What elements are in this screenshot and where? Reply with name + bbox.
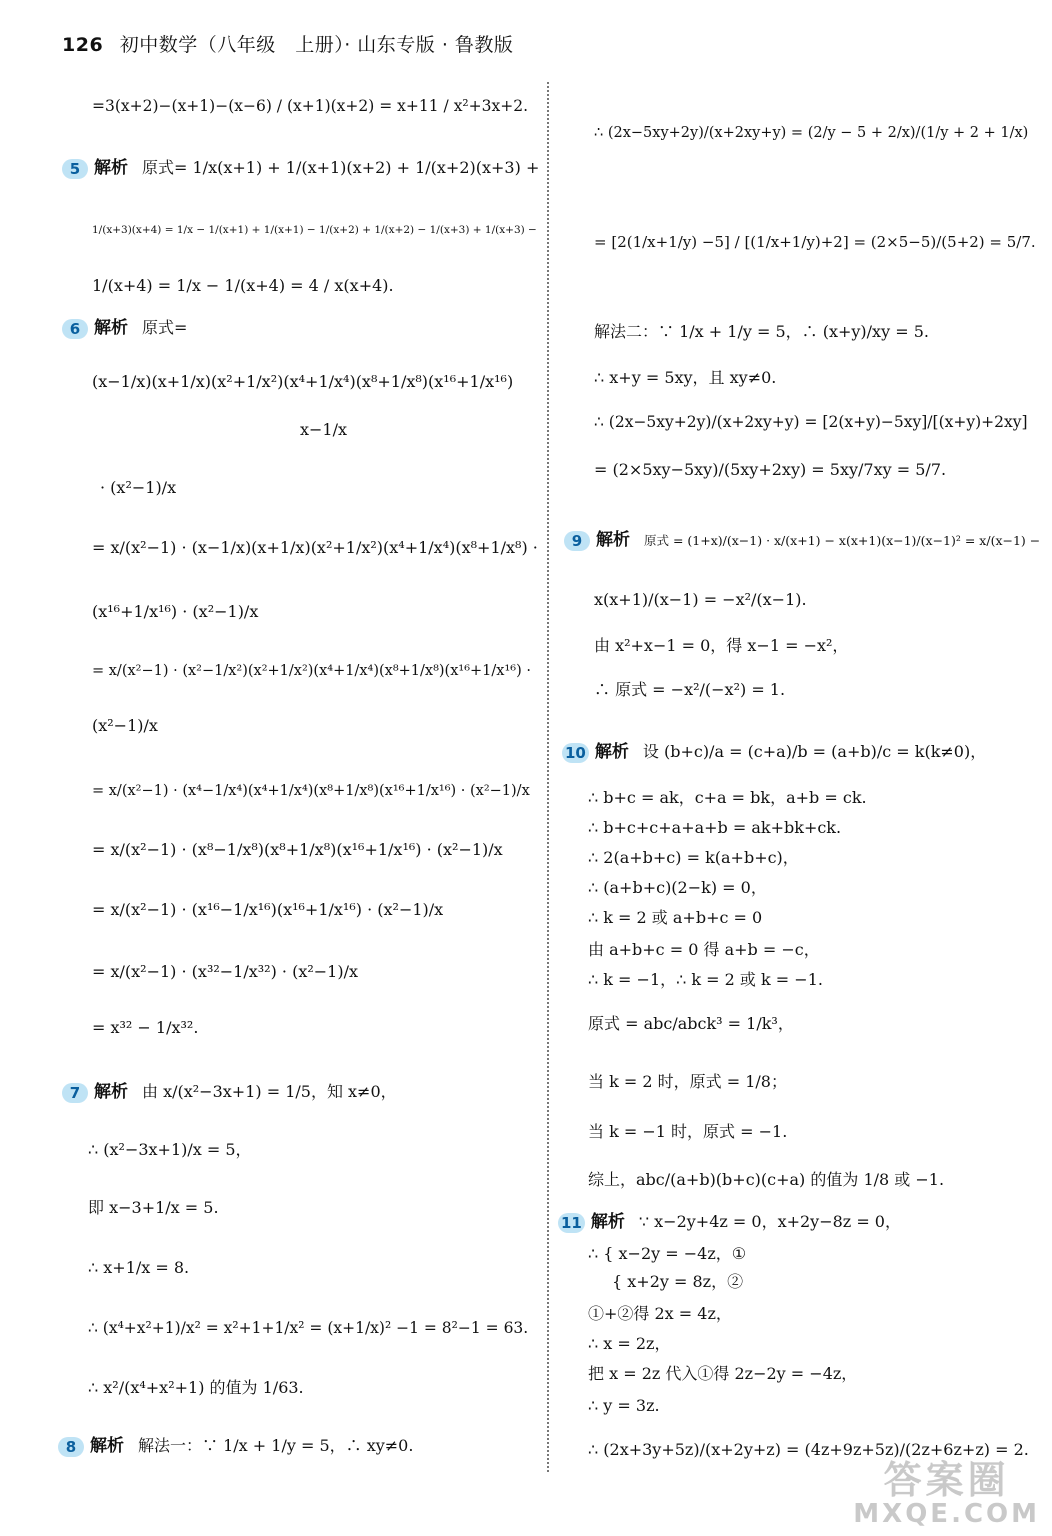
math-text: ∴ x²/(x⁴+x²+1) 的值为 1/63. (88, 1378, 304, 1397)
problem-number-badge: 5 (62, 159, 88, 179)
right-column-line (588, 1364, 857, 1383)
left-column-line (62, 318, 187, 339)
math-text: ∴ 原式 = −x²/(−x²) = 1. (594, 680, 786, 699)
problem-number-badge: 7 (62, 1083, 88, 1103)
math-text: ∴ b+c = ak，c+a = bk，a+b = ck. (588, 788, 867, 807)
analysis-label: 解析 (94, 1082, 128, 1102)
math-text: ∴ (a+b+c)(2−k) = 0， (588, 878, 767, 897)
right-column-line (588, 940, 820, 959)
math-text: ∵ x−2y+4z = 0，x+2y−8z = 0， (638, 1212, 901, 1231)
problem-number-badge: 10 (562, 743, 589, 763)
math-text: ∴ x+y = 5xy，且 xy≠0. (594, 368, 777, 387)
right-column-line (588, 1304, 732, 1323)
right-column-line (588, 878, 767, 897)
right-column-line (594, 460, 946, 479)
math-text: 原式 = abc/abck³ = 1/k³， (588, 1014, 794, 1033)
right-column-line (594, 412, 1028, 432)
left-column-line (58, 1436, 413, 1457)
math-text: ∴ (2x−5xy+2y)/(x+2xy+y) = (2/y − 5 + 2/x)/(1/y + 2 + 1/x) (594, 125, 1029, 141)
watermark-line2: MXQE.COM (853, 1498, 1040, 1529)
left-column-line (88, 1318, 528, 1338)
math-text: 1/(x+4) = 1/x − 1/(x+4) = 4 / x(x+4). (92, 276, 394, 295)
analysis-label: 解析 (594, 742, 629, 762)
left-column-line (62, 1082, 397, 1103)
left-column-line (92, 962, 358, 981)
watermark-line1: 答案圈 (883, 1457, 1010, 1502)
right-column-line (562, 742, 986, 763)
right-column-line (588, 1122, 787, 1141)
left-column-line (92, 96, 528, 116)
math-text: 设 (b+c)/a = (c+a)/b = (a+b)/c = k(k≠0)， (642, 742, 987, 761)
right-column-line (594, 680, 785, 699)
page-header (62, 30, 513, 57)
right-column-line (588, 970, 823, 989)
column-divider (547, 82, 549, 1472)
right-column-line (594, 232, 1036, 251)
math-text: 由 x²+x−1 = 0，得 x−1 = −x²， (594, 636, 849, 655)
math-text: ∴ (x⁴+x²+1)/x² = x²+1+1/x² = (x+1/x)² −1 = 8²−1 = 63. (88, 1319, 529, 1337)
math-text: ∴ x+1/x = 8. (88, 1258, 190, 1277)
right-column-line (594, 590, 807, 609)
right-column-line (588, 788, 867, 807)
math-text: 综上，abc/(a+b)(b+c)(c+a) 的值为 1/8 或 −1. (588, 1170, 945, 1189)
right-column-line (558, 1212, 901, 1233)
right-column-line (588, 1244, 746, 1263)
left-column-line (92, 716, 158, 735)
right-column-line (612, 1272, 743, 1291)
right-column-line (564, 530, 1040, 551)
problem-number-badge: 6 (62, 319, 88, 339)
math-text: 由 a+b+c = 0 得 a+b = −c， (588, 940, 820, 959)
math-text: x(x+1)/(x−1) = −x²/(x−1). (594, 590, 807, 609)
analysis-label: 解析 (94, 158, 128, 178)
math-text: 原式= (142, 318, 188, 337)
math-text: = x/(x²−1) · (x²−1/x²)(x²+1/x²)(x⁴+1/x⁴)(x⁸+1/x⁸)(x¹⁶+1/x¹⁶) · (92, 663, 531, 679)
problem-number-badge: 11 (558, 1213, 585, 1233)
right-column-line (588, 908, 762, 927)
math-text: 把 x = 2z 代入①得 2z−2y = −4z， (588, 1364, 858, 1383)
left-column-line (92, 900, 443, 919)
math-text: 原式= 1/x(x+1) + 1/(x+1)(x+2) + 1/(x+2)(x+3) + (142, 158, 540, 177)
math-text: 由 x/(x²−3x+1) = 1/5，知 x≠0， (142, 1082, 397, 1101)
math-text: 原式 = (1+x)/(x−1) · x/(x+1) − x(x+1)(x−1)/(x−1)² = x/(x−1) − (644, 533, 1041, 548)
math-text: ∴ b+c+c+a+a+b = ak+bk+ck. (588, 818, 842, 837)
left-column-line (88, 1258, 189, 1277)
left-column-line (92, 538, 538, 557)
right-column-line (588, 1440, 1029, 1459)
math-text: (x¹⁶+1/x¹⁶) · (x²−1)/x (92, 602, 259, 621)
math-text: =3(x+2)−(x+1)−(x−6) / (x+1)(x+2) = x+11 / x²+3x+2. (92, 97, 529, 115)
left-column-line (92, 372, 513, 391)
math-text: 解法二：∵ 1/x + 1/y = 5，∴ (x+y)/xy = 5. (594, 322, 929, 341)
math-text: ∴ x = 2z， (588, 1334, 671, 1353)
analysis-label: 解析 (90, 1436, 124, 1456)
left-column-line (88, 1378, 304, 1397)
right-column-line (594, 322, 929, 341)
watermark-logo (853, 1457, 1040, 1529)
left-column-line (92, 660, 531, 680)
math-text: = (2×5xy−5xy)/(5xy+2xy) = 5xy/7xy = 5/7. (594, 460, 947, 479)
math-text: { x+2y = 8z，② (612, 1272, 744, 1291)
right-column-line (594, 636, 848, 655)
math-text: ∴ y = 3z. (588, 1396, 660, 1415)
book-title: 初中数学（八年级 上册）· 山东专版 · 鲁教版 (119, 34, 514, 56)
right-column-line (588, 848, 799, 867)
math-text: = x/(x²−1) · (x⁸−1/x⁸)(x⁸+1/x⁸)(x¹⁶+1/x¹⁶) · (x²−1)/x (92, 840, 503, 859)
math-text: = x³² − 1/x³². (92, 1018, 199, 1037)
left-column-line (100, 478, 176, 497)
left-column-line (92, 1018, 198, 1037)
math-text: = [2(1/x+1/y) −5] / [(1/x+1/y)+2] = (2×5−5)/(5+2) = 5/7. (594, 233, 1036, 251)
page-number: 126 (62, 34, 104, 56)
math-text: x−1/x (300, 420, 348, 439)
right-column-line (594, 122, 1028, 142)
left-column-line (92, 780, 530, 800)
math-text: ∴ k = −1，∴ k = 2 或 k = −1. (588, 970, 823, 989)
left-column-line (300, 420, 347, 439)
math-text: = x/(x²−1) · (x¹⁶−1/x¹⁶)(x¹⁶+1/x¹⁶) · (x²−1)/x (92, 900, 444, 919)
math-text: ∴ (x²−3x+1)/x = 5， (88, 1140, 252, 1159)
math-text: ∴ { x−2y = −4z，① (588, 1244, 747, 1263)
problem-number-badge: 9 (564, 531, 590, 551)
math-text: 1/(x+3)(x+4) = 1/x − 1/(x+1) + 1/(x+1) − 1/(x+2) + 1/(x+2) − 1/(x+3) + 1/(x+3) − (92, 224, 537, 236)
math-text: ①+②得 2x = 4z， (588, 1304, 732, 1323)
right-column-line (588, 1396, 660, 1415)
right-column-line (588, 1170, 944, 1189)
math-text: 解法一：∵ 1/x + 1/y = 5，∴ xy≠0. (138, 1436, 414, 1455)
right-column-line (594, 368, 776, 387)
right-column-line (588, 1014, 794, 1033)
math-text: ∴ 2(a+b+c) = k(a+b+c)， (588, 848, 799, 867)
math-text: · (x²−1)/x (100, 478, 177, 497)
math-text: = x/(x²−1) · (x⁴−1/x⁴)(x⁴+1/x⁴)(x⁸+1/x⁸)(x¹⁶+1/x¹⁶) · (x²−1)/x (92, 783, 530, 799)
left-column-line (92, 840, 503, 859)
math-text: ∴ k = 2 或 a+b+c = 0 (588, 908, 763, 927)
math-text: 当 k = −1 时，原式 = −1. (588, 1122, 788, 1141)
right-column-line (588, 818, 841, 837)
math-text: 即 x−3+1/x = 5. (88, 1198, 219, 1217)
left-column-line (92, 602, 258, 621)
math-text: ∴ (2x−5xy+2y)/(x+2xy+y) = [2(x+y)−5xy]/[(x+y)+2xy] (594, 413, 1028, 431)
left-column-line (88, 1198, 219, 1217)
math-text: = x/(x²−1) · (x−1/x)(x+1/x)(x²+1/x²)(x⁴+1/x⁴)(x⁸+1/x⁸) · (92, 538, 538, 557)
analysis-label: 解析 (590, 1212, 625, 1232)
left-column-line (62, 158, 539, 179)
math-text: 当 k = 2 时，原式 = 1/8； (588, 1072, 787, 1091)
math-text: (x²−1)/x (92, 716, 158, 735)
math-text: = x/(x²−1) · (x³²−1/x³²) · (x²−1)/x (92, 962, 359, 981)
left-column-line (88, 1140, 252, 1159)
right-column-line (588, 1072, 787, 1091)
analysis-label: 解析 (94, 318, 128, 338)
analysis-label: 解析 (596, 530, 630, 550)
right-column-line (588, 1334, 670, 1353)
math-text: ∴ (2x+3y+5z)/(x+2y+z) = (4z+9z+5z)/(2z+6z+z) = 2. (588, 1440, 1029, 1459)
math-text: (x−1/x)(x+1/x)(x²+1/x²)(x⁴+1/x⁴)(x⁸+1/x⁸)(x¹⁶+1/x¹⁶) (92, 372, 514, 391)
left-column-line (92, 218, 537, 237)
left-column-line (92, 276, 394, 295)
problem-number-badge: 8 (58, 1437, 84, 1457)
